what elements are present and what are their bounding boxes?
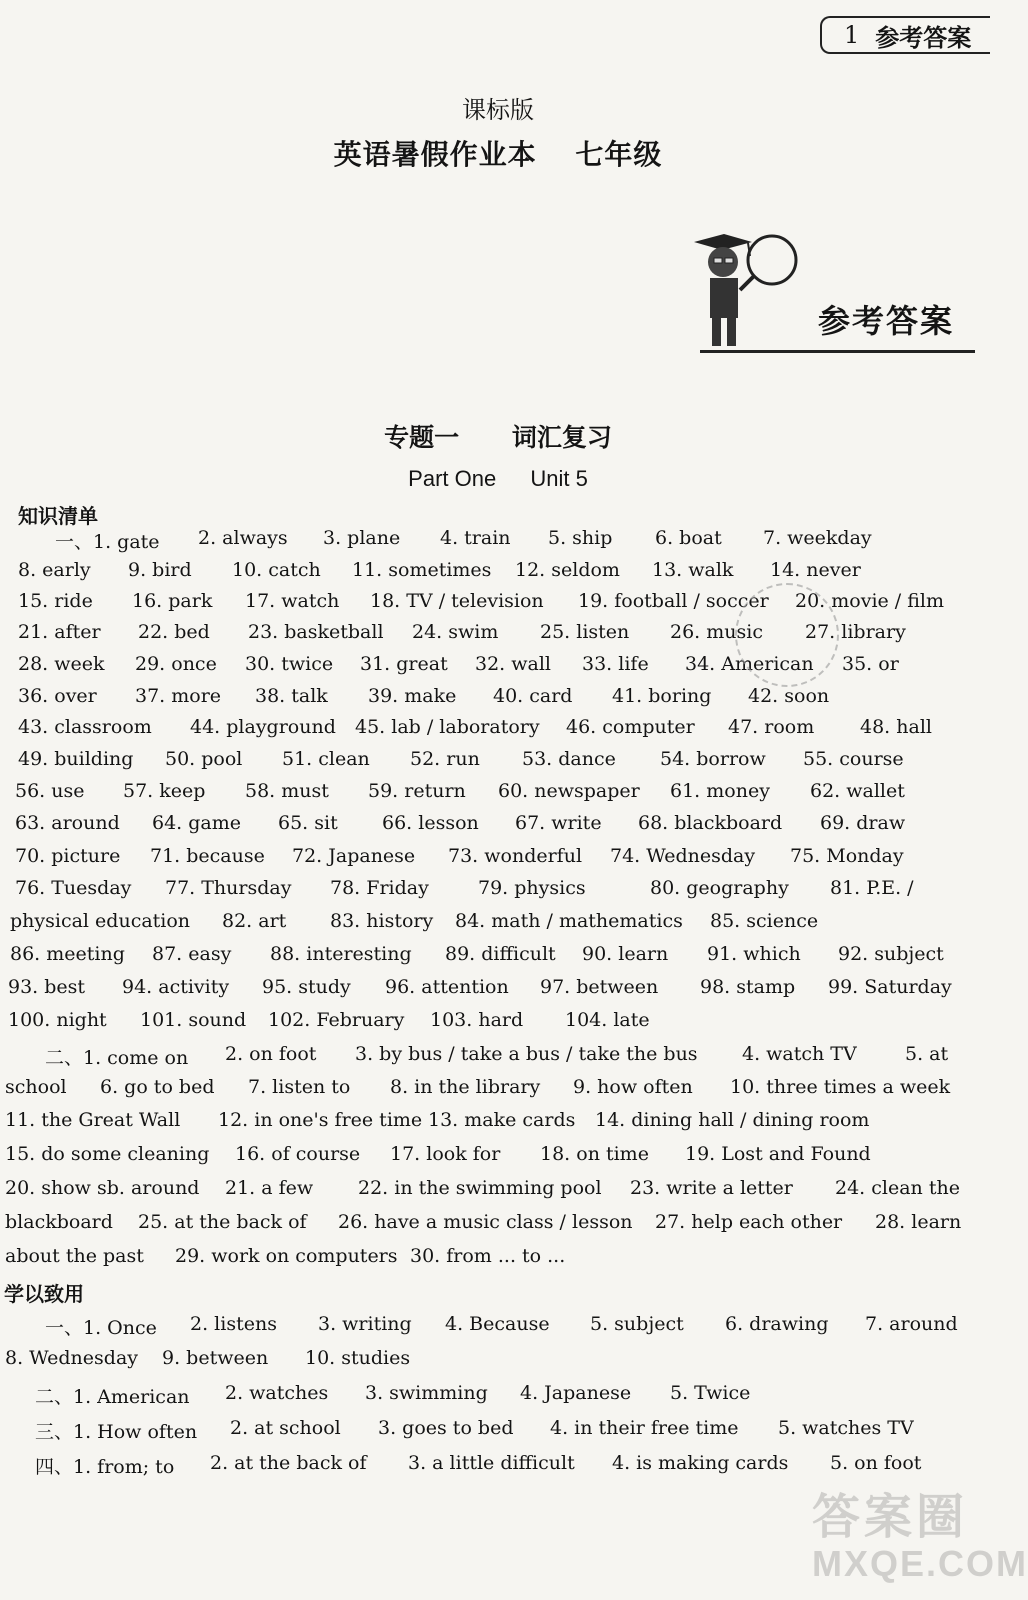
answer-item: 6. go to bed [100,1076,215,1098]
answer-line [0,1143,996,1175]
answer-item: 61. money [670,780,770,802]
answer-item: 56. use [15,780,85,802]
answer-item: 三、1. How often [35,1421,198,1443]
answer-item: 4. Because [445,1313,550,1335]
answer-item: 29. once [135,653,217,675]
answer-line [0,1245,996,1277]
answer-item: 75. Monday [790,845,904,867]
answer-item: 12. in one's free time [218,1109,423,1131]
answer-item: 5. at [905,1043,949,1065]
answer-item: 7. listen to [248,1076,351,1098]
answer-item: 5. watches TV [778,1417,914,1439]
answer-item: 80. geography [650,877,789,899]
answer-item: 2. always [198,527,288,549]
answer-item: 12. seldom [515,559,620,581]
answer-item: 16. of course [235,1143,361,1165]
page-tab-label: 参考答案 [875,22,972,52]
answer-item: 19. Lost and Found [685,1143,871,1165]
scholar-mascot-icon [690,232,810,352]
answer-item: 51. clean [282,748,370,770]
answer-line [0,621,996,653]
answer-item: 2. watches [225,1382,329,1404]
answer-item: 45. lab / laboratory [355,716,540,738]
book-title [0,133,996,173]
answer-item: 91. which [707,943,801,965]
answer-item: 一、1. gate [55,531,160,553]
answer-item: physical education [10,910,191,932]
answer-item: 5. subject [590,1313,684,1335]
answer-item: about the past [5,1245,144,1267]
answer-item: 6. drawing [725,1313,829,1335]
answer-line [0,590,996,622]
answer-item: 60. newspaper [498,780,640,802]
answer-item: 93. best [8,976,86,998]
answer-line [0,812,996,844]
page-number: 1 [844,21,860,49]
answer-item: 88. interesting [270,943,412,965]
answer-item: 8. early [18,559,91,581]
answer-item: 53. dance [522,748,616,770]
answer-item: 76. Tuesday [15,877,132,899]
answer-item: 69. draw [820,812,906,834]
answers-heading: 参考答案 [818,302,955,340]
answer-item: 36. over [18,685,97,707]
answer-item: blackboard [5,1211,113,1233]
answer-line [0,976,996,1008]
answer-line [0,1043,996,1075]
answer-item: 20. show sb. around [5,1177,200,1199]
answer-line [0,845,996,877]
answer-item: 11. the Great Wall [5,1109,181,1131]
answer-item: 26. have a music class / lesson [338,1211,633,1233]
answer-item: 5. Twice [670,1382,751,1404]
answer-item: 5. on foot [830,1452,922,1474]
answer-line [0,1211,996,1243]
watermark-logo: 答案圈 [812,1491,969,1544]
answer-item: 22. bed [138,621,210,643]
answer-item: 8. in the library [390,1076,541,1098]
answer-item: 一、1. Once [45,1317,157,1339]
answer-item: 79. physics [478,877,586,899]
answer-line [0,943,996,975]
answer-line [0,685,996,717]
answer-item: 99. Saturday [828,976,952,998]
answer-item: 94. activity [122,976,230,998]
answer-item: 43. classroom [18,716,152,738]
answer-item: 66. lesson [382,812,479,834]
answer-item: 77. Thursday [165,877,292,899]
answer-item: 4. train [440,527,511,549]
answer-item: 11. sometimes [352,559,492,581]
edition-label: 课标版 [462,96,534,124]
heading-rule [700,350,975,353]
answer-item: 74. Wednesday [610,845,756,867]
answer-item: 83. history [330,910,434,932]
answer-item: 二、1. American [35,1386,190,1408]
watermark-url: MXQE.COM [812,1543,1028,1584]
topic-number: 专题一 [384,423,460,452]
answer-item: 100. night [8,1009,107,1031]
answer-item: 19. football / soccer [578,590,769,612]
answer-line [0,1009,996,1041]
answer-item: 25. listen [540,621,630,643]
answer-item: 81. P.E. / [830,877,914,899]
answer-item: 33. life [582,653,649,675]
unit-number: Unit 5 [530,466,588,491]
answer-item: 10. three times a week [730,1076,951,1098]
answer-item: 16. park [132,590,213,612]
answer-line [0,1382,996,1414]
answer-item: 4. in their free time [550,1417,739,1439]
answer-item: 15. do some cleaning [5,1143,210,1165]
answer-item: 9. bird [128,559,192,581]
answer-item: 49. building [18,748,134,770]
answer-item: 68. blackboard [638,812,783,834]
answer-item: 4. is making cards [612,1452,789,1474]
answer-item: 23. write a letter [630,1177,793,1199]
book-subject: 英语暑假作业本 [333,138,537,171]
answer-item: 20. movie / film [795,590,945,612]
answer-item: 15. ride [18,590,93,612]
page-tab [820,16,990,54]
answer-line [0,716,996,748]
answer-item: 3. a little difficult [408,1452,575,1474]
answer-item: 24. swim [412,621,499,643]
answer-item: 86. meeting [10,943,125,965]
answer-item: 31. great [360,653,448,675]
answer-item: 54. borrow [660,748,766,770]
answer-item: 5. ship [548,527,613,549]
answer-item: 67. write [515,812,602,834]
answer-item: 7. around [865,1313,958,1335]
answer-item: 2. on foot [225,1043,317,1065]
answer-item: 3. goes to bed [378,1417,514,1439]
topic-title [0,418,996,454]
answer-item: 48. hall [860,716,932,738]
answer-item: 25. at the back of [138,1211,307,1233]
answer-item: 14. never [770,559,861,581]
topic-name: 词汇复习 [511,423,612,452]
answer-line [0,1109,996,1141]
answer-item: 4. watch TV [742,1043,857,1065]
answer-item: 22. in the swimming pool [358,1177,602,1199]
answer-item: 35. or [842,653,899,675]
answer-line [0,527,996,559]
answer-item: 92. subject [838,943,944,965]
answer-line [0,559,996,591]
answer-item: 17. look for [390,1143,501,1165]
answer-item: 82. art [222,910,287,932]
answer-item: 101. sound [140,1009,247,1031]
answer-item: 85. science [710,910,819,932]
answer-item: 96. attention [385,976,509,998]
answer-item: 46. computer [566,716,695,738]
answer-item: 9. between [162,1347,269,1369]
answer-item: 42. soon [748,685,830,707]
answer-item: 78. Friday [330,877,429,899]
stamp-mark [735,583,839,687]
answer-item: 27. help each other [655,1211,843,1233]
answer-item: 8. Wednesday [5,1347,139,1369]
answer-item: 21. after [18,621,101,643]
answer-line [0,1417,996,1449]
answer-item: 18. TV / television [370,590,544,612]
answer-item: 37. more [135,685,222,707]
answer-item: 44. playground [190,716,336,738]
answer-item: 3. by bus / take a bus / take the bus [355,1043,698,1065]
answer-item: 98. stamp [700,976,796,998]
answer-item: 13. walk [652,559,734,581]
answer-item: 55. course [803,748,904,770]
answer-line [0,1076,996,1108]
answer-line [0,780,996,812]
answer-item: 64. game [152,812,242,834]
answer-item: 72. Japanese [292,845,416,867]
answer-line [0,877,996,909]
answer-item: 4. Japanese [520,1382,632,1404]
answer-item: 2. at school [230,1417,341,1439]
answer-item: 23. basketball [248,621,384,643]
unit-title [0,466,996,492]
answer-line [0,1177,996,1209]
answer-item: 103. hard [430,1009,524,1031]
answer-item: 13. make cards [428,1109,576,1131]
answer-item: 10. studies [305,1347,411,1369]
answer-item: 89. difficult [445,943,556,965]
answer-item: 3. plane [323,527,401,549]
answer-item: 39. make [368,685,457,707]
answer-item: 21. a few [225,1177,314,1199]
answer-item: 62. wallet [810,780,905,802]
answer-item: 30. from ... to ... [410,1245,566,1267]
answer-item: 10. catch [232,559,321,581]
answer-item: 63. around [15,812,120,834]
answer-item: 50. pool [165,748,243,770]
answer-item: 17. watch [245,590,340,612]
answer-item: 30. twice [245,653,334,675]
answer-item: 52. run [410,748,480,770]
answer-item: 34. American [685,653,814,675]
answer-item: 71. because [150,845,265,867]
answer-item: 38. talk [255,685,328,707]
answer-line [0,1313,996,1345]
watermark [812,1478,1028,1588]
answer-item: 73. wonderful [448,845,583,867]
section-knowledge-list: 知识清单 [18,504,98,528]
answer-item: 18. on time [540,1143,649,1165]
answer-item: 28. week [18,653,105,675]
answer-item: 2. listens [190,1313,277,1335]
answer-item: 102. February [268,1009,405,1031]
answer-item: 二、1. come on [45,1047,189,1069]
book-grade: 七年级 [575,138,663,171]
answer-item: 9. how often [573,1076,693,1098]
answer-item: 四、1. from; to [35,1456,175,1478]
answer-item: 90. learn [582,943,669,965]
answer-item: 29. work on computers [175,1245,398,1267]
answer-item: 28. learn [875,1211,962,1233]
answer-item: 27. library [805,621,906,643]
answer-item: 32. wall [475,653,551,675]
answer-item: 65. sit [278,812,338,834]
answer-item: 104. late [565,1009,650,1031]
answer-item: 70. picture [15,845,121,867]
answer-line [0,910,996,942]
answer-line [0,653,996,685]
answer-item: 58. must [245,780,329,802]
unit-part: Part One [408,466,497,491]
answer-item: 59. return [368,780,466,802]
answer-item: 26. music [670,621,763,643]
section-apply: 学以致用 [4,1282,84,1306]
answer-item: 40. card [493,685,573,707]
answer-item: 84. math / mathematics [455,910,683,932]
answer-item: school [5,1076,67,1098]
answer-item: 6. boat [655,527,722,549]
answer-item: 57. keep [123,780,206,802]
answer-item: 24. clean the [835,1177,960,1199]
answer-item: 97. between [540,976,659,998]
answer-item: 2. at the back of [210,1452,367,1474]
answer-item: 7. weekday [763,527,872,549]
answer-item: 3. swimming [365,1382,488,1404]
answer-item: 41. boring [612,685,712,707]
answer-item: 95. study [262,976,351,998]
answer-item: 47. room [728,716,815,738]
answer-line [0,1347,996,1379]
answer-item: 87. easy [152,943,232,965]
answer-item: 3. writing [318,1313,412,1335]
answer-line [0,748,996,780]
answer-item: 14. dining hall / dining room [595,1109,870,1131]
